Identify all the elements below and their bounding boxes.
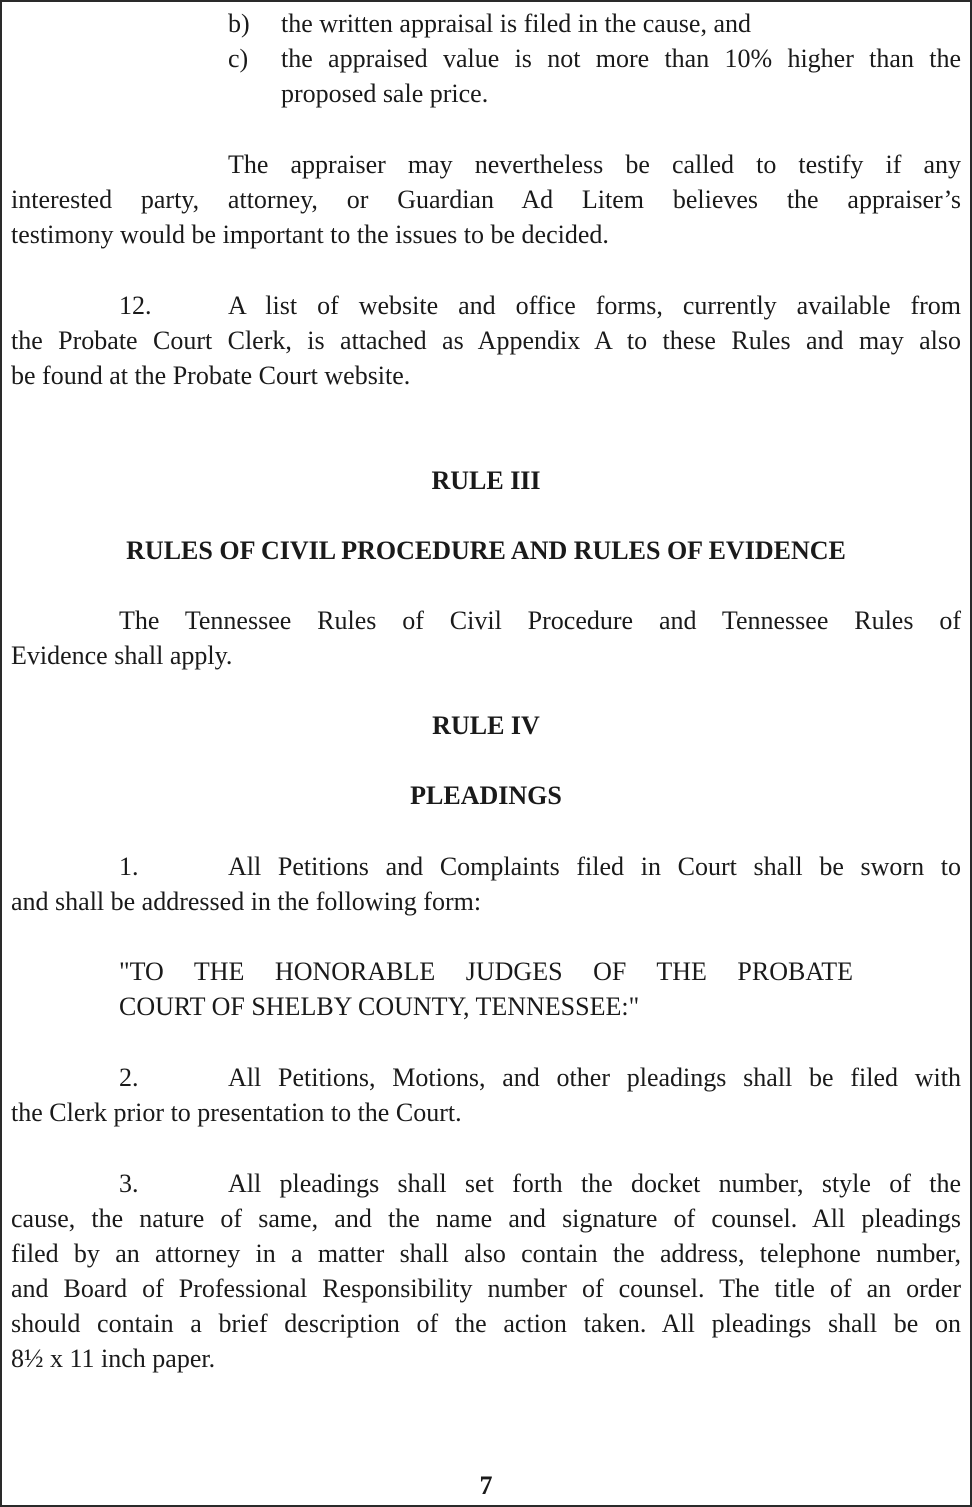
item-number: 12. — [119, 291, 152, 320]
paragraph-line: filed by an attorney in a matter shall also contain the address, telephone number, — [11, 1239, 961, 1268]
paragraph-line: interested party, attorney, or Guardian Ad Litem believes the appraiser’s — [11, 185, 961, 214]
list-text: the written appraisal is filed in the cause, and — [281, 9, 752, 38]
rule-heading: RULE IV — [432, 711, 540, 740]
paragraph-line: Evidence shall apply. — [11, 641, 233, 670]
paragraph-line: The Tennessee Rules of Civil Procedure and Tennessee Rules of — [119, 606, 961, 635]
list-text: the appraised value is not more than 10% higher than the — [281, 44, 961, 73]
item-text: All Petitions and Complaints filed in Court shall be sworn to — [228, 852, 961, 881]
paragraph-line: and shall be addressed in the following form: — [11, 887, 482, 916]
item-text: All Petitions, Motions, and other pleadings shall be filed with — [228, 1063, 961, 1092]
numbered-item — [11, 1060, 961, 1095]
rule-title: PLEADINGS — [410, 781, 562, 810]
paragraph-line: be found at the Probate Court website. — [11, 361, 411, 390]
quote-line: "TO THE HONORABLE JUDGES OF THE PROBATE — [119, 957, 853, 986]
numbered-item — [11, 288, 961, 323]
item-number: 3. — [119, 1169, 139, 1198]
numbered-item — [11, 849, 961, 884]
page-number: 7 — [479, 1471, 493, 1500]
paragraph-line: the Clerk prior to presentation to the Court. — [11, 1098, 462, 1127]
paragraph-line: testimony would be important to the issues to be decided. — [11, 220, 609, 249]
rule-title: RULES OF CIVIL PROCEDURE AND RULES OF EVIDENCE — [126, 536, 846, 565]
paragraph-line: the Probate Court Clerk, is attached as Appendix A to these Rules and may also — [11, 326, 961, 355]
quote-line: COURT OF SHELBY COUNTY, TENNESSEE:" — [119, 992, 640, 1021]
item-number: 1. — [119, 852, 139, 881]
list-item — [11, 41, 961, 76]
list-item-continuation — [11, 76, 961, 111]
item-text: All pleadings shall set forth the docket number, style of the — [228, 1169, 961, 1198]
paragraph-line: The appraiser may nevertheless be called to testify if any — [228, 150, 961, 179]
item-text: A list of website and office forms, currently available from — [228, 291, 961, 320]
paragraph-line: cause, the nature of same, and the name and signature of counsel. All pleadings — [11, 1204, 961, 1233]
list-marker: c) — [228, 44, 249, 73]
paragraph-line: and Board of Professional Responsibility number of counsel. The title of an order — [11, 1274, 961, 1303]
paragraph-line: 8½ x 11 inch paper. — [11, 1344, 216, 1373]
item-number: 2. — [119, 1063, 139, 1092]
numbered-item — [11, 1166, 961, 1201]
list-marker: b) — [228, 9, 250, 38]
rule-heading: RULE III — [431, 466, 541, 495]
list-item — [11, 6, 961, 41]
list-text: proposed sale price. — [281, 79, 489, 108]
paragraph-line: should contain a brief description of the action taken. All pleadings shall be on — [11, 1309, 961, 1338]
